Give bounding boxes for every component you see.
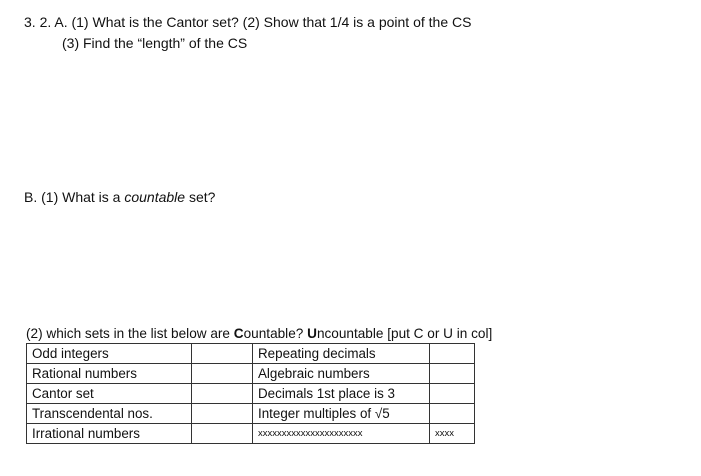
table-row [27,384,475,404]
set-name-cell: Irrational numbers [27,424,192,444]
question-c-u-bold: U [307,326,317,341]
answer-cell[interactable] [430,384,475,404]
crossed-out-cell: xxxxxxxxxxxxxxxxxxxxxx [253,424,430,444]
set-name-cell: Rational numbers [27,364,192,384]
question-a-line-2: (3) Find the “length” of the CS [62,35,248,51]
sets-table [26,343,475,444]
table-row [27,424,475,444]
question-c-c-rest: ountable? [243,326,308,341]
answer-cell[interactable] [192,424,253,444]
table-row [27,344,475,364]
table-row [27,364,475,384]
question-c-u-rest: ncountable [put C or U in col] [316,326,493,341]
question-b-prefix: B. (1) What is a [24,189,125,205]
crossed-out-answer-cell: xxxx [430,424,475,444]
question-b-suffix: set? [185,189,216,205]
set-name-cell: Integer multiples of √5 [253,404,430,424]
question-b [24,188,215,206]
set-name-cell: Decimals 1st place is 3 [253,384,430,404]
answer-cell[interactable] [192,344,253,364]
answer-cell[interactable] [430,344,475,364]
question-c-c-bold: C [233,326,244,341]
question-c [26,325,492,343]
set-name-cell: Transcendental nos. [27,404,192,424]
question-c-prefix: (2) which sets in the list below are [26,326,234,341]
answer-cell[interactable] [430,404,475,424]
set-name-cell: Cantor set [27,384,192,404]
question-b-emphasis: countable [124,189,186,205]
table-row [27,404,475,424]
set-name-cell: Algebraic numbers [253,364,430,384]
answer-cell[interactable] [192,404,253,424]
set-name-cell: Repeating decimals [253,344,430,364]
question-a-line-1: 3. 2. A. (1) What is the Cantor set? (2) Show that 1/4 is a point of the CS [24,14,472,30]
set-name-cell: Odd integers [27,344,192,364]
answer-cell[interactable] [430,364,475,384]
answer-cell[interactable] [192,364,253,384]
answer-cell[interactable] [192,384,253,404]
